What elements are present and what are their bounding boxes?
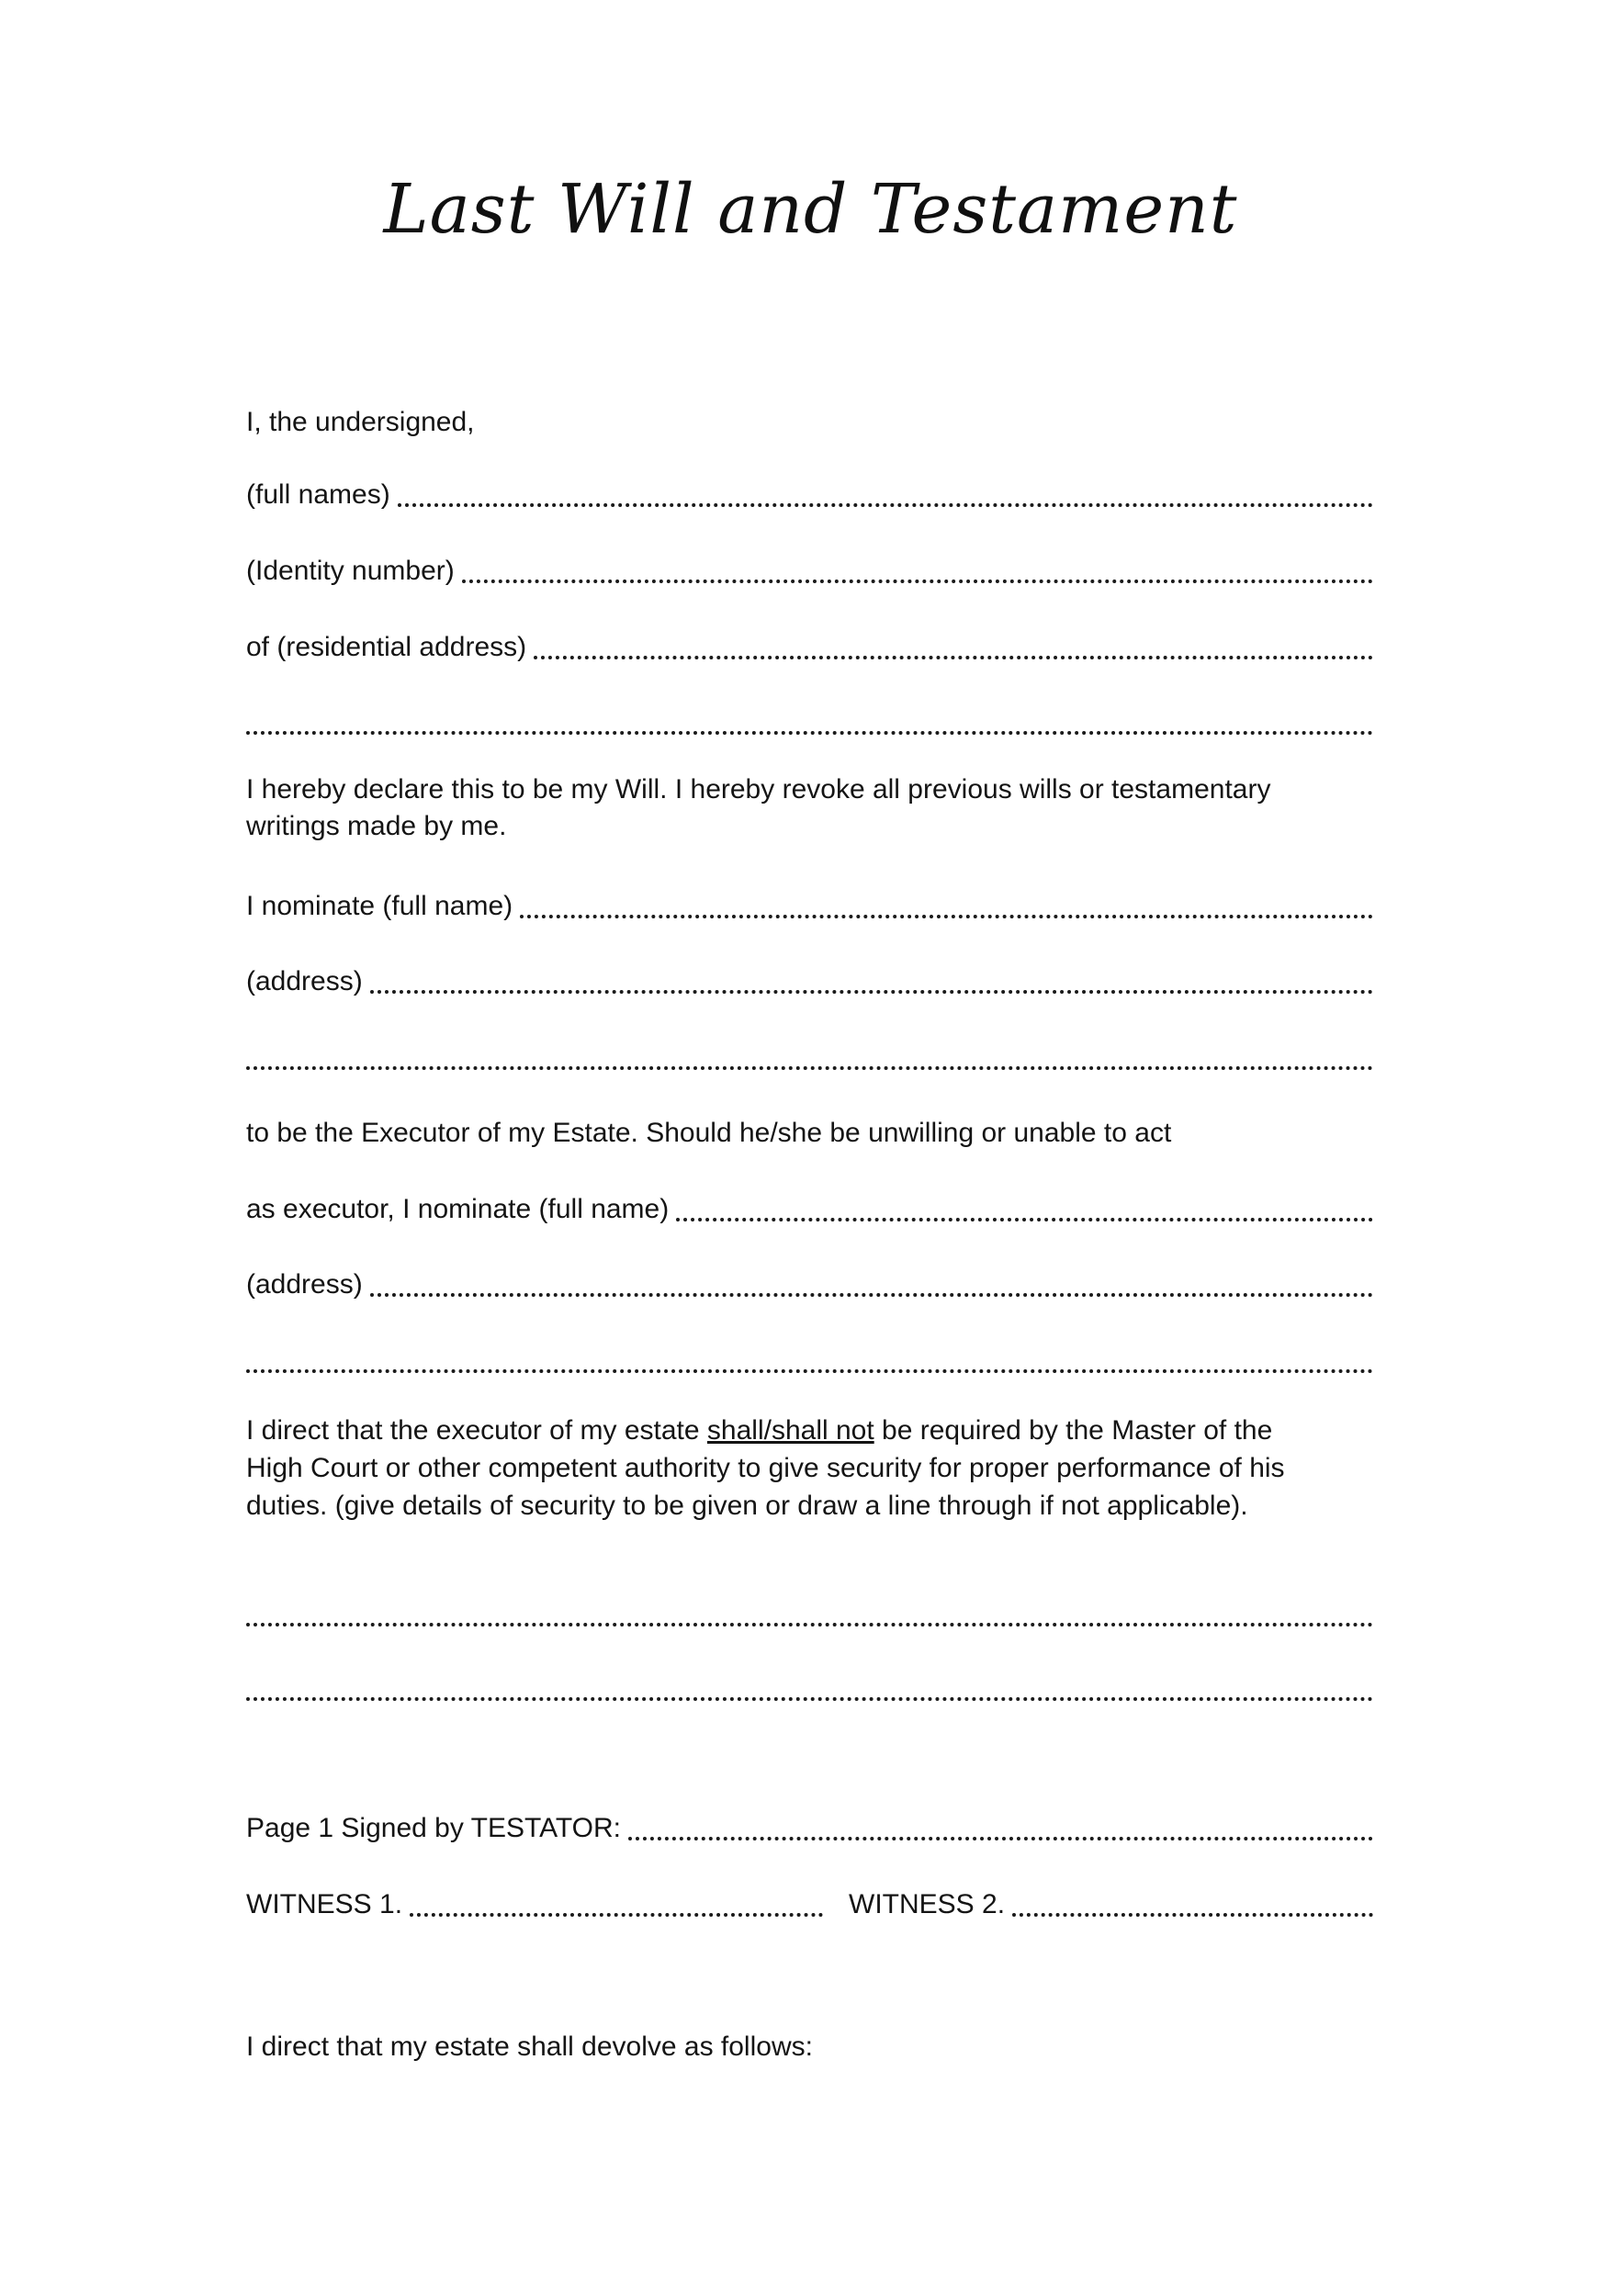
executor-name-field	[246, 888, 1375, 925]
witness1-signature-blank[interactable]	[402, 1886, 825, 1923]
residential-address-field	[246, 629, 1375, 666]
residential-address-label: of (residential address)	[246, 632, 527, 662]
security-clause-part1: I direct that the executor of my estate	[246, 1415, 707, 1446]
testator-signature-field	[246, 1810, 1375, 1847]
witness2-label: WITNESS 2.	[849, 1889, 1006, 1919]
witness2-field	[849, 1886, 1375, 1923]
executor-name-blank[interactable]	[513, 888, 1375, 925]
full-names-label: (full names)	[246, 479, 390, 510]
devolve-clause: I direct that my estate shall devolve as follows:	[246, 2032, 813, 2062]
executor-name-label: I nominate (full name)	[246, 891, 513, 921]
alternate-executor-name-blank[interactable]	[669, 1191, 1375, 1228]
witness1-label: WITNESS 1.	[246, 1889, 403, 1919]
executor-address-field	[246, 963, 1375, 1000]
full-names-field	[246, 477, 1375, 513]
witness-signature-row	[246, 1886, 1375, 1923]
alternate-executor-address-blank[interactable]	[363, 1266, 1375, 1303]
alternate-executor-name-field	[246, 1191, 1375, 1228]
declaration-paragraph: I hereby declare this to be my Will. I hereby revoke all previous wills or testamentary writings made by me.	[246, 774, 1271, 841]
intro-line: I, the undersigned,	[246, 407, 475, 437]
residential-address-continuation-blank[interactable]	[246, 704, 1375, 741]
witness1-field	[246, 1886, 825, 1923]
security-details-blank-2[interactable]	[246, 1671, 1375, 1707]
alternate-executor-address-field	[246, 1266, 1375, 1303]
security-paragraph	[246, 1412, 1330, 1525]
alternate-executor-name-label: as executor, I nominate (full name)	[246, 1194, 670, 1224]
security-clause-underlined: shall/shall not	[706, 1415, 874, 1446]
witness2-signature-blank[interactable]	[1005, 1886, 1375, 1923]
alternate-executor-address-label: (address)	[246, 1269, 363, 1300]
executor-address-continuation-blank[interactable]	[246, 1040, 1375, 1076]
identity-number-label: (Identity number)	[246, 556, 455, 586]
security-details-blank-1[interactable]	[246, 1596, 1375, 1633]
testator-signature-label: Page 1 Signed by TESTATOR:	[246, 1813, 621, 1843]
residential-address-blank[interactable]	[526, 629, 1375, 666]
identity-number-field	[246, 553, 1375, 590]
alternate-executor-address-continuation-blank[interactable]	[246, 1343, 1375, 1379]
executor-address-label: (address)	[246, 966, 363, 996]
testator-signature-blank[interactable]	[621, 1810, 1375, 1847]
identity-number-blank[interactable]	[455, 553, 1375, 590]
witness-gap	[825, 1886, 849, 1923]
document-title: Last Will and Testament	[383, 170, 1238, 249]
executor-address-blank[interactable]	[363, 963, 1375, 1000]
full-names-blank[interactable]	[390, 477, 1375, 513]
security-clause-part2: be required by the Master of the High Court or other competent authority to give security for proper performance of his duties. (give details of security to be given or draw a line through if not applicable).	[246, 1415, 1285, 1521]
executor-clause: to be the Executor of my Estate. Should he/she be unwilling or unable to act	[246, 1118, 1172, 1148]
